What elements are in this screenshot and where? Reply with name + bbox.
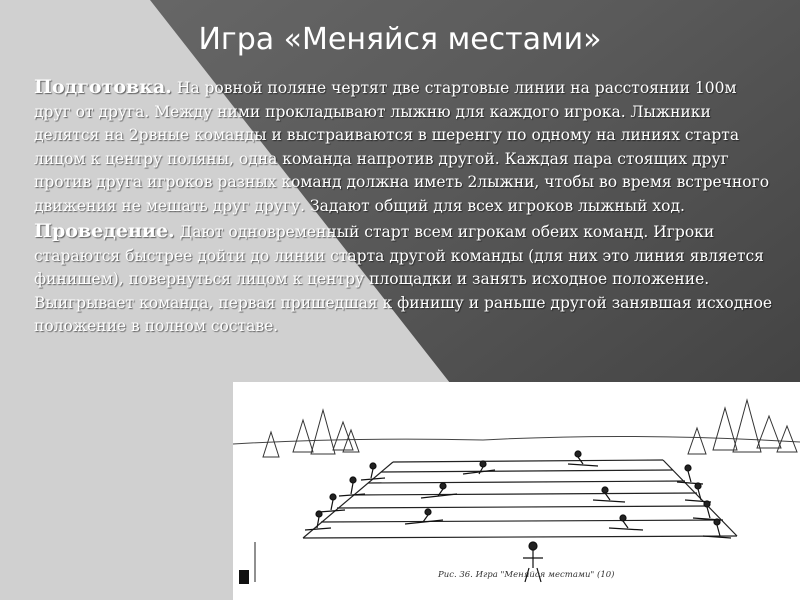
conduct-paragraph bbox=[34, 220, 774, 339]
preparation-text: На ровной поляне чертят две стартовые линии на расстоянии 100м друг от друга. Между ними прокладывают лыжню для каждого игрока. Лыжники делятся на 2рвные команды и выстраиваются в шеренгу по одному на линиях старта лицом к центру поляны, одна команда напротив другой. Каждая пара стоящих друг против друга игроков разных команд должна иметь 2лыжни, чтобы во время встречного движения не мешать друг другу. Задают общий для всех игроков лыжный ход. bbox=[34, 79, 770, 215]
ski-tracks bbox=[303, 460, 737, 538]
marker-flag bbox=[239, 570, 249, 584]
trees-left bbox=[263, 410, 359, 457]
preparation-paragraph bbox=[34, 76, 774, 218]
conduct-text: Дают одновременный старт всем игрокам обеих команд. Игроки стараются быстрее дойти до линии старта другой команды (для них это линия является финишем), повернуться лицом к центру площадки и занять исходное положение. Выигрывает команда, первая пришедшая к финишу и раньше другой занявшая исходное положение в полном составе. bbox=[34, 223, 773, 335]
trees-right bbox=[688, 400, 797, 454]
slide-title: Игра «Меняйся местами» bbox=[198, 22, 602, 57]
figure-caption: Рис. 36. Игра "Меняйся местами" (10) bbox=[438, 570, 615, 580]
slide-body bbox=[34, 76, 774, 341]
conduct-heading: Проведение. bbox=[34, 220, 175, 242]
preparation-heading: Подготовка. bbox=[34, 76, 172, 98]
game-illustration bbox=[233, 382, 800, 600]
ski-field-drawing bbox=[233, 382, 800, 600]
